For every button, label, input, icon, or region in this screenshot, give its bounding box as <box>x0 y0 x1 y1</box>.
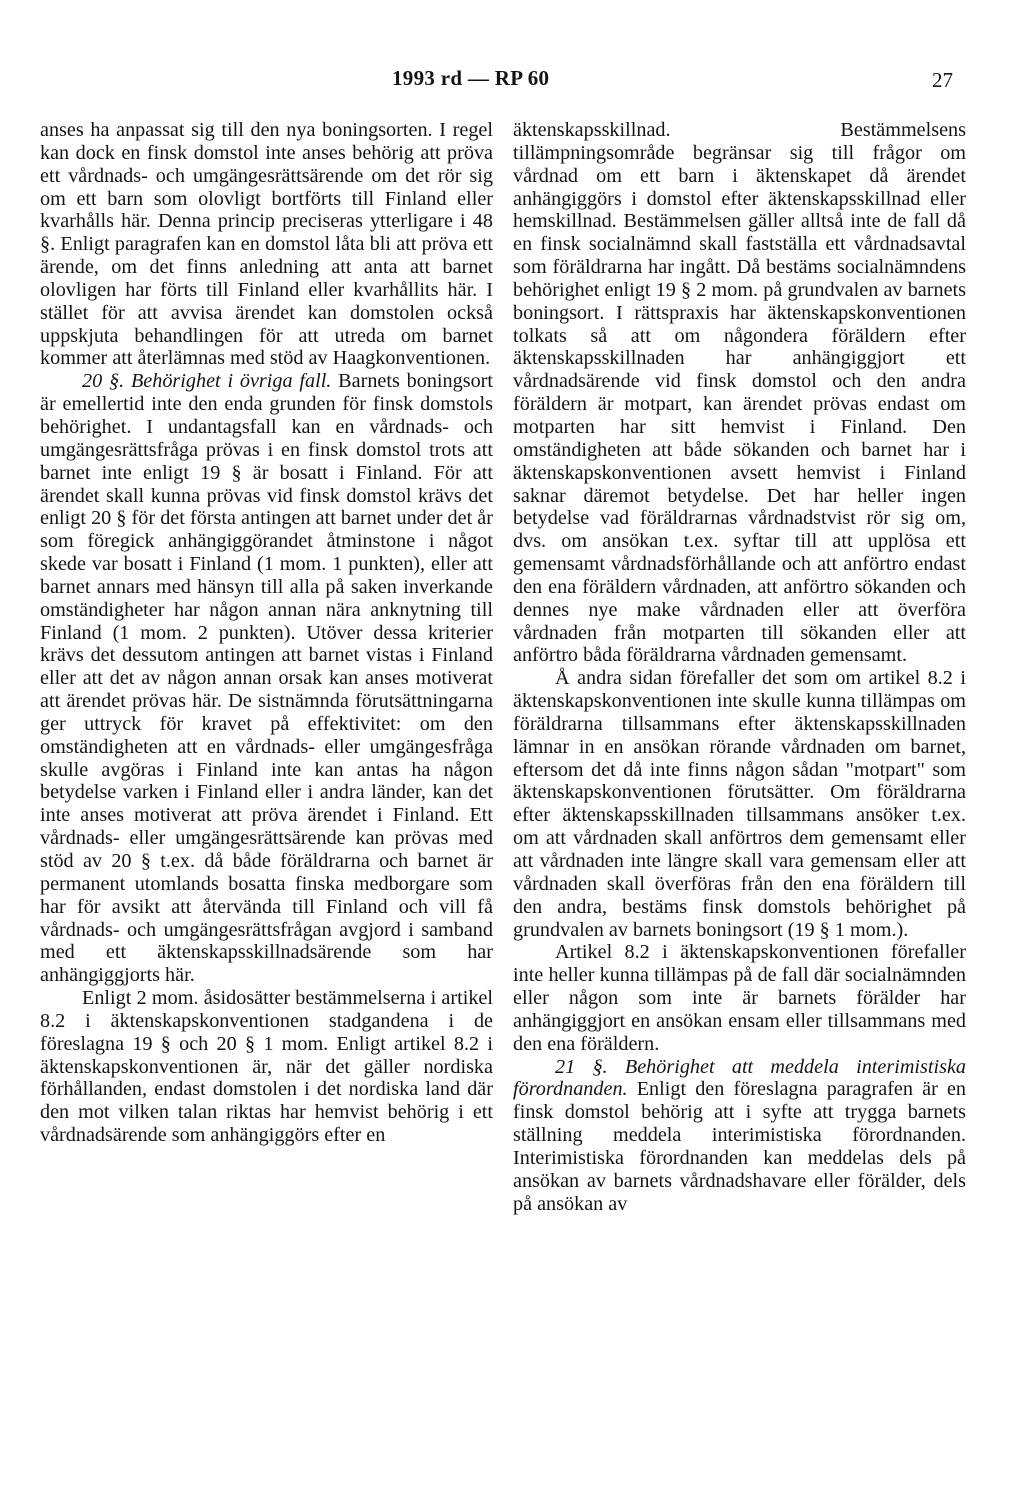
page-number: 27 <box>932 68 953 92</box>
section-text: Enligt den föreslagna paragrafen är en finsk domstol behörig att i syfte att trygga barnets ställning meddela interimistiska förordnanden. Interimistiska förordnanden kan meddelas dels på ansökan av barnets vårdnadshavare eller förälder, dels på ansökan av <box>513 1078 966 1215</box>
section-paragraph-21 <box>513 1056 966 1216</box>
running-title: 1993 rd — RP 60 <box>392 66 550 90</box>
section-text: Barnets boningsort är emellertid inte den enda grunden för finsk domstols behörighet. I undantagsfall kan en vårdnads- och umgängesrättsfråga prövas i en finsk domstol trots att barnet inte enligt 19 § är bosatt i Finland. För att ärendet skall kunna prövas vid finsk domstol krävs det enligt 20 § för det första antingen att barnet under det år som föregick anhängiggörandet åtminstone i något skede var bosatt i Finland (1 mom. 1 punkten), eller att barnet annars med hänsyn till alla på saken inverkande omständigheter har någon annan nära anknytning till Finland (1 mom. 2 punkten). Utöver dessa kriterier krävs det dessutom antingen att barnet vistas i Finland eller att det av någon annan orsak kan anses motiverat att ärendet prövas här. De sistnämnda förutsättningarna ger uttryck för kravet på effektivitet: om den omständigheten att en vårdnads- eller umgängesfråga skulle avgöras i Finland inte kan antas ha någon betydelse varken i Finland eller i andra länder, kan det inte anses motiverat att pröva ärendet i Finland. Ett vårdnads- eller umgängesrättsärende kan prövas med stöd av 20 § t.ex. då både föräldrarna och barnet är permanent utomlands bosatta finska medborgare som har för avsikt att återvända till Finland och vill få vårdnads- och umgängesrättsfrågan avgjord i samband med ett äktenskapsskillnadsärende som har anhängiggjorts här. <box>40 370 494 987</box>
left-column <box>40 119 493 1147</box>
right-column <box>513 119 966 1216</box>
paragraph: äktenskapsskillnad. Bestämmelsens tillämpningsområde begränsar sig till frågor om vårdnad om ett barn i äktenskapet då ärendet anhängiggörs i domstol efter äktenskapsskillnad eller hemskillnad. Bestämmelsen gäller alltså inte de fall då en finsk socialnämnd skall fastställa ett vårdnadsavtal som föräldrarna har ingått. Då bestäms socialnämndens behörighet enligt 19 § 2 mom. på grundvalen av barnets boningsort. I rättspraxis har äktenskapskonventionen tolkats så att om någondera föräldern efter äktenskapsskillnaden har anhängiggjort ett vårdnadsärende vid finsk domstol och den andra föräldern är motpart, kan ärendet prövas endast om motparten har sitt hemvist i Finland. Den omständigheten att både sökanden och barnet har i äktenskapskonventionen avsett hemvist i Finland saknar däremot betydelse. Det har heller ingen betydelse vad föräldrarnas vårdnadstvist rör sig om, dvs. om ansökan t.ex. syftar till att upplösa ett gemensamt vårdnadsförhållande och att anförtro endast den ena föräldern vårdnaden, att anförtro sökanden och dennes nye make vårdnaden eller att överföra vårdnaden från motparten till sökanden eller att anförtro båda föräldrarna vårdnaden gemensamt. <box>513 119 966 667</box>
page-header <box>0 66 1024 96</box>
paragraph: Artikel 8.2 i äktenskapskonventionen förefaller inte heller kunna tillämpas på de fall där socialnämnden eller någon som inte är barnets förälder har anhängiggjort en ansökan ensam eller tillsammans med den ena föräldern. <box>513 941 966 1055</box>
section-paragraph-20 <box>40 370 493 987</box>
paragraph: Enligt 2 mom. åsidosätter bestämmelserna i artikel 8.2 i äktenskapskonventionen stadgandena i de föreslagna 19 § och 20 § 1 mom. Enligt artikel 8.2 i äktenskapskonventionen är, när det gäller nordiska förhållanden, endast domstolen i det nordiska land där den mot vilken talan riktas har hemvist behörig i ett vårdnadsärende som anhängiggörs efter en <box>40 987 493 1147</box>
paragraph: Å andra sidan förefaller det som om artikel 8.2 i äktenskapskonventionen inte skulle kunna tillämpas om föräldrarna tillsammans efter äktenskapsskillnaden lämnar in en ansökan rörande vårdnaden om barnet, eftersom det då inte finns någon sådan "motpart" som äktenskapskonventionen förutsätter. Om föräldrarna efter äktenskapsskillnaden tillsammans ansöker t.ex. om att vårdnaden skall anförtros dem gemensamt eller att vårdnaden inte längre skall vara gemensam eller att vårdnaden skall överföras från den ena föräldern till den andra, bestäms finsk domstols behörighet på grundvalen av barnets boningsort (19 § 1 mom.). <box>513 667 966 941</box>
section-heading: 20 §. Behörighet i övriga fall. <box>82 370 332 393</box>
section-heading: 21 §. Behörighet att meddela interimistiska förordnanden. <box>513 1055 966 1101</box>
paragraph: anses ha anpassat sig till den nya boningsorten. I regel kan dock en finsk domstol inte anses behörig att pröva ett vårdnads- och umgängesrättsärende om det rör sig om ett barn som olovligt bortförts till Finland eller kvarhålls här. Denna princip preciseras ytterligare i 48 §. Enligt paragrafen kan en domstol låta bli att pröva ett ärende, om det finns anledning att anta att barnet olovligen har förts till Finland eller kvarhållits här. I stället för att avvisa ärendet kan domstolen också uppskjuta behandlingen för att utreda om barnet kommer att återlämnas med stöd av Haagkonventionen. <box>40 119 493 370</box>
